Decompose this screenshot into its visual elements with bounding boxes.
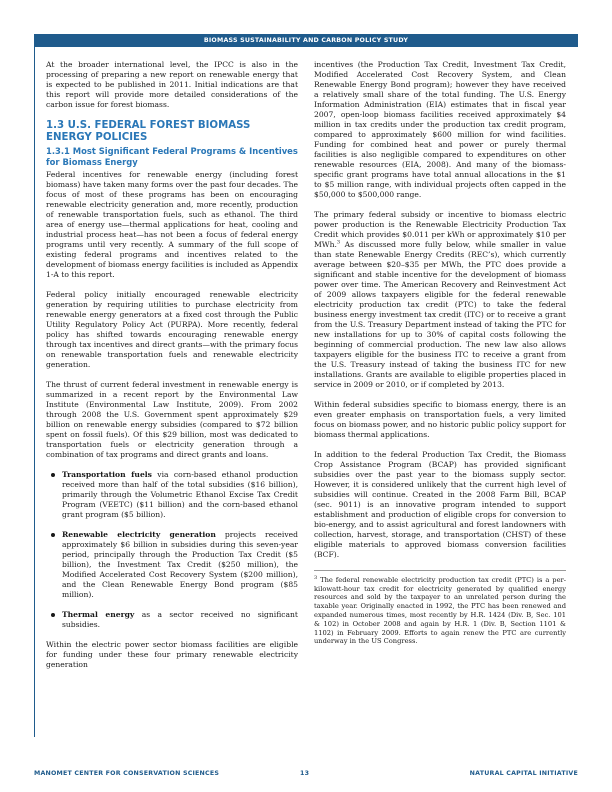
right-column xyxy=(314,60,566,646)
bullet-item xyxy=(62,470,298,520)
body-paragraph: Federal policy initially encouraged renewable electricity generation by requiring utilities to purchase electricity from renewable energy generators at a fixed cost through the Public Utility Regulatory Policy Act (PURPA). More recently, federal policy has shifted towards encouraging renewable energy through tax incentives and direct grants—with the primary focus on renewable transportation fuels and renewable electricity generation. xyxy=(46,290,298,369)
ptc-text: The primary federal subsidy or incentive to biomass electric power production is the Renewable Electricity Production Tax Credit which provides $0.011 per kWh or approximately $10 per MWh. xyxy=(314,210,566,249)
left-column xyxy=(46,60,298,680)
left-margin-rule xyxy=(34,47,35,737)
body-paragraph: incentives (the Production Tax Credit, Investment Tax Credit, Modified Accelerated Cost Recovery System, and Clean Renewable Energy Bond program); however they have received a relatively small share of the total funding. The U.S. Energy Information Administration (EIA) estimates that in fiscal year 2007, open-loop biomass facilities received approximately $4 million in tax credits under the production tax credit program, compared to approximately $600 million for wind facilities. Funding for combined heat and power or purely thermal facilities is also negligible compared to expenditures on other renewable resources (EIA, 2008). And many of the biomass-specific grant programs have total annual allocations in the $1 to $5 million range, with individual projects often capped in the $50,000 to $500,000 range. xyxy=(314,60,566,199)
body-paragraph: Within federal subsidies specific to biomass energy, there is an even greater emphasis on transportation fuels, a very limited focus on biomass power, and no historic public policy support for biomass thermal applications. xyxy=(314,400,566,439)
footnote xyxy=(314,576,566,646)
body-paragraph: In addition to the federal Production Tax Credit, the Biomass Crop Assistance Program (BCAP) has provided significant subsidies over the past year to the biomass supply sector. However, it is considered unlikely that the current high level of subsidies will continue. Created in the 2008 Farm Bill, BCAP (sec. 9011) is an innovative program intended to support establishment and production of eligible crops for conversion to bio-energy, and to assist agricultural and forest landowners with collection, harvest, storage, and transportation (CHST) of these eligible materials to approved biomass conversion facilities (BCF). xyxy=(314,450,566,559)
footnote-divider xyxy=(314,570,566,571)
subsidy-bullet-list xyxy=(46,470,298,630)
bullet-lead: Transportation fuels xyxy=(62,470,152,479)
ptc-text-cont: As discussed more fully below, while smaller in value than state Renewable Energy Credits (REC’s), which currently average between $20–$35 per MWh, the PTC does provide a significant and stable incentive for the development of biomass power over time. The American Recovery and Reinvestment Act of 2009 allows taxpayers eligible for the federal renewable electricity production tax credit (PTC) to take the federal business energy investment tax credit (ITC) or to receive a grant from the U.S. Treasury Department instead of taking the PTC for new installations for up to 30% of capital costs following the beginning of commercial production. The new law also allows taxpayers eligible for the business ITC to receive a grant from the U.S. Treasury instead of taking the business ITC for new installations. Grants are available to eligible properties placed in service in 2009 or 2010, or if completed by 2013. xyxy=(314,240,566,389)
section-heading: 1.3 U.S. FEDERAL FOREST BIOMASS ENERGY POLICIES xyxy=(46,120,251,143)
page-number: 13 xyxy=(300,770,310,777)
bullet-item xyxy=(62,610,298,630)
bullet-icon xyxy=(51,613,55,617)
body-paragraph: Within the electric power sector biomass facilities are eligible for funding under these four primary renewable electricity generation xyxy=(46,640,298,669)
body-paragraph: The thrust of current federal investment in renewable energy is summarized in a recent report by the Environmental Law Institute (Environmental Law Institute, 2009). From 2002 through 2008 the U.S. Government spent approximately $29 billion on renewable energy subsidies (compared to $72 billion spent on fossil fuels). Of this $29 billion, most was dedicated to transportation fuels or electricity generation through a combination of tax programs and direct grants and loans. xyxy=(46,380,298,459)
bullet-lead: Renewable electricity generation xyxy=(62,530,216,539)
bullet-text: projects received approximately $6 billion in subsidies during this seven-year period, principally through the Production Tax Credit ($5 billion), the Investment Tax Credit ($250 million), the Modified Accelerated Cost Recovery System ($200 million), and the Clean Renewable Energy Bond program ($85 million). xyxy=(62,530,299,599)
footnote-number: 3 xyxy=(314,574,318,581)
bullet-icon xyxy=(51,533,55,537)
bullet-text: as a sector received no significant subsidies. xyxy=(62,610,298,629)
intro-paragraph: At the broader international level, the IPCC is also in the processing of preparing a new report on renewable energy that is expected to be published in 2011. Initial indications are that this report will provide more detailed considerations of the carbon issue for forest biomass. xyxy=(46,60,298,109)
running-header: BIOMASS SUSTAINABILITY AND CARBON POLICY STUDY xyxy=(34,34,578,47)
bullet-lead: Thermal energy xyxy=(62,610,135,619)
bullet-text: via corn-based ethanol production received more than half of the total subsidies ($16 billion), primarily through the Volumetric Ethanol Excise Tax Credit Program (VEETC) ($11 billion) and the corn-based ethanol grant program ($5 billion). xyxy=(62,470,298,519)
footnote-text: The federal renewable electricity production tax credit (PTC) is a per-kilowatt-hour tax credit for electricity generated by qualified energy resources and sold by the taxpayer to an unrelated person during the taxable year. Originally enacted in 1992, the PTC has been renewed and expanded numerous times, most recently by H.R. 1424 (Div. B, Sec. 101 & 102) in October 2008 and again by H.R. 1 (Div. B, Section 1101 & 1102) in February 2009. Efforts to again renew the PTC are currently underway in the US Congress. xyxy=(314,575,566,646)
footnote-ref: 3 xyxy=(336,239,341,246)
bullet-item xyxy=(62,530,298,600)
footer-initiative: NATURAL CAPITAL INITIATIVE xyxy=(469,770,578,777)
body-paragraph xyxy=(314,210,566,390)
subsection-heading: 1.3.1 Most Significant Federal Programs & Incentives for Biomass Energy xyxy=(46,146,298,167)
bullet-icon xyxy=(51,473,55,477)
body-paragraph: Federal incentives for renewable energy (including forest biomass) have taken many forms over the past four decades. The focus of most of these programs has been on encouraging renewable electricity generation and, more recently, production of renewable transportation fuels, such as ethanol. The third area of energy use—thermal applications for heat, cooling and industrial process heat—has not been a focus of federal energy programs until very recently. A summary of the full scope of existing federal programs and incentives related to the development of biomass energy facilities is included as Appendix 1-A to this report. xyxy=(46,170,298,279)
footer-org: MANOMET CENTER FOR CONSERVATION SCIENCES xyxy=(34,770,220,777)
